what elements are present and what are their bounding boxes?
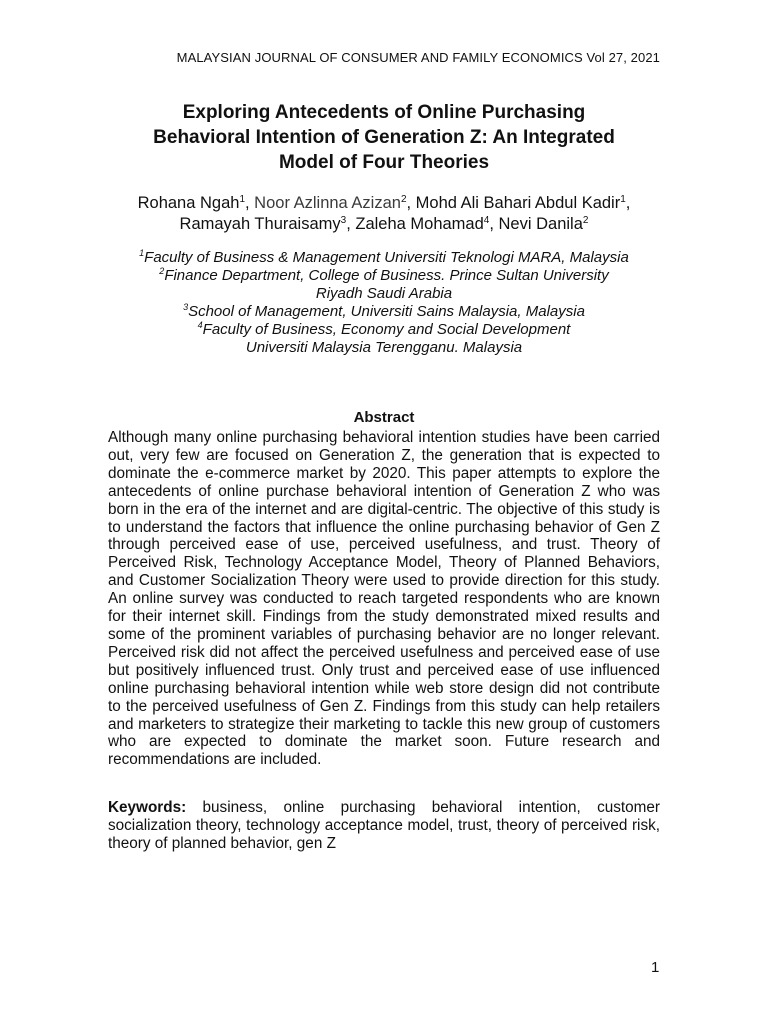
affiliation-mark: 1: [139, 248, 145, 258]
author-name: Mohd Ali Bahari Abdul Kadir: [415, 194, 621, 212]
title-line: Model of Four Theories: [278, 152, 490, 173]
author-line: Rohana Ngah$^1$, Noor Azlinna Azizan$^2$, Mohd Ali Bahari Abdul Kadir$^1$,: [137, 194, 631, 212]
author-name: Rohana Ngah: [137, 194, 240, 212]
author-affiliation-mark: 2: [582, 215, 589, 226]
author-affiliation-mark: 4: [483, 215, 490, 226]
keywords-paragraph: [108, 799, 660, 853]
title-line: Behavioral Intention of Generation Z: An Integrated: [153, 127, 615, 148]
title-line: Exploring Antecedents of Online Purchasing: [182, 102, 586, 123]
affiliation-text: Faculty of Business & Management Universiti Teknologi MARA, Malaysia: [144, 249, 629, 266]
author-name-link[interactable]: Noor Azlinna Azizan: [254, 194, 401, 212]
author-affiliation-mark: 3: [340, 215, 347, 226]
abstract-heading: Abstract: [353, 409, 415, 426]
author-name: Nevi Danila: [498, 215, 583, 233]
affiliation-line: [84, 303, 684, 321]
affiliation-line: [84, 267, 684, 285]
affiliation-text: School of Management, Universiti Sains Malaysia, Malaysia: [188, 303, 585, 320]
author-affiliation-mark: 1: [239, 194, 245, 205]
affiliation-line: [84, 321, 684, 339]
author-name: Ramayah Thuraisamy: [179, 215, 341, 233]
keywords-label: Keywords:: [108, 799, 187, 816]
author-affiliation-mark: 1: [620, 194, 626, 205]
affiliation-text: Universiti Malaysia Terengganu. Malaysia: [245, 339, 523, 356]
author-affiliation-mark: 2: [400, 194, 407, 205]
author-line: Ramayah Thuraisamy$^3$, Zaleha Mohamad$^4$, Nevi Danila$^2$: [179, 215, 589, 233]
keywords-text: business, online purchasing behavioral intention, customer socialization theory, technology acceptance model, trust, theory of perceived risk, theory of planned behavior, gen Z: [108, 799, 660, 852]
affiliation-text: Faculty of Business, Economy and Social Development: [202, 321, 571, 338]
affiliation-mark: 4: [197, 320, 203, 330]
page-number: 1: [651, 959, 660, 976]
affiliation-line: [84, 249, 684, 267]
affiliation-mark: 3: [183, 302, 189, 312]
author-name: Zaleha Mohamad: [355, 215, 484, 233]
abstract-body: Although many online purchasing behavioral intention studies have been carried out, very few are focused on Generation Z, the generation that is expected to dominate the e-commerce market by 2020. This paper attempts to explore the antecedents of online purchase behavioral intention of Generation Z who was born in the era of the internet and are digital-centric. The objective of this study is to understand the factors that influence the online purchasing behavior of Gen Z through perceived ease of use, perceived usefulness, and trust. Theory of Perceived Risk, Technology Acceptance Model, Theory of Planned Behaviors, and Customer Socialization Theory were used to provide direction for this study. An online survey was conducted to reach targeted respondents who are known for their internet skill. Findings from the study demonstrated mixed results and some of the prominent variables of purchasing behavior are no longer relevant. Perceived risk did not affect the perceived usefulness and perceived ease of use but positively influenced trust. Only trust and perceived ease of use influenced online purchasing behavioral intention while web store design did not contribute to the perceived usefulness of Gen Z. Findings from this study can help retailers and marketers to strategize their marketing to tackle this new group of customers who are expected to dominate the market soon. Future research and recommendations are included.: [108, 429, 660, 769]
affiliation-text: Riyadh Saudi Arabia: [315, 285, 453, 302]
affiliation-list: [84, 249, 684, 357]
author-list: [84, 193, 684, 235]
affiliation-line: [84, 285, 684, 303]
paper-title: [84, 100, 684, 175]
affiliation-text: Finance Department, College of Business. Prince Sultan University: [164, 267, 609, 284]
running-header: MALAYSIAN JOURNAL OF CONSUMER AND FAMILY ECONOMICS Vol 27, 2021: [176, 50, 660, 65]
affiliation-line: [84, 339, 684, 357]
affiliation-mark: 2: [159, 266, 165, 276]
